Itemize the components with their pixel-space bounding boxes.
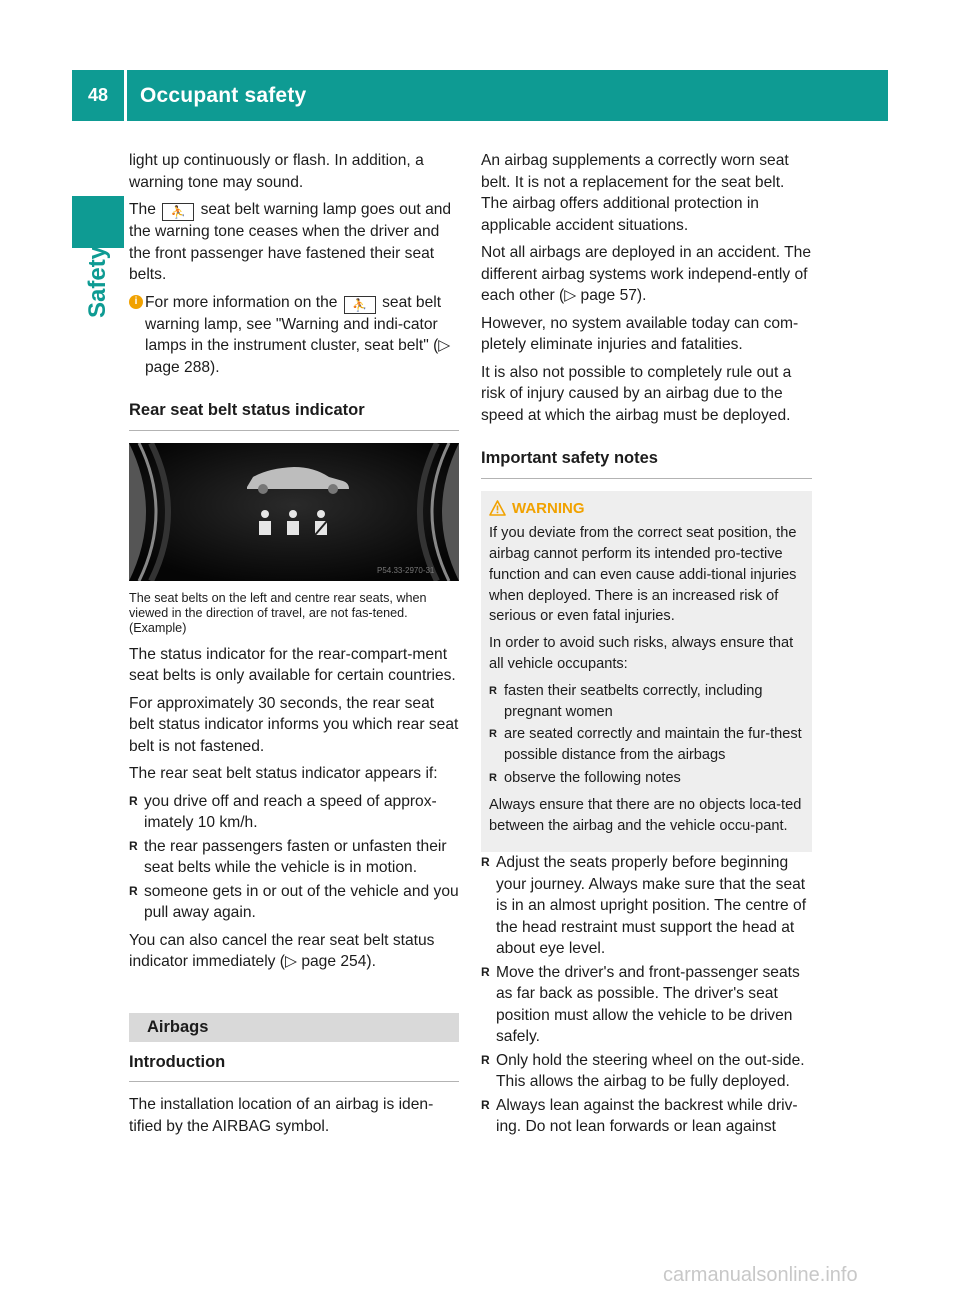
list-item: R someone gets in or out of the vehicle and you pull away again. [129,881,459,924]
list-item: R Always lean against the backrest while driv-ing. Do not lean forwards or lean against [481,1095,812,1138]
side-tab-label: Safety [84,245,111,318]
paragraph: However, no system available today can com-pletely eliminate injuries and fatalities. [481,314,799,353]
watermark: carmanualsonline.info [663,1264,858,1286]
paragraph: light up continuously or flash. In addition, a warning tone may sound. [129,152,424,191]
warning-text: Always ensure that there are no objects loca-ted between the airbag and the vehicle occu-pant. [489,796,802,834]
instrument-cluster-illustration [129,443,459,581]
warning-text: In order to avoid such risks, always ensure that all vehicle occupants: [489,635,794,673]
page-reference-link[interactable]: ▷ page 254 [285,953,367,970]
list-item: R Adjust the seats properly before beginning your journey. Always make sure that the seat is in an almost upright position. The centre of the head restraint must support the head at about eye level. [481,852,812,960]
seatbelt-warning-icon: ⛹ [344,296,376,314]
warning-bullet-list [489,681,803,789]
header-divider [124,70,127,121]
warning-text: If you deviate from the correct seat position, the airbag cannot perform its intended pro-tective function and can even cause addi-tional injuries when deployed. There is an increased risk of serious or even fatal injuries. [489,525,797,625]
section-heading-rear-seat-belt: Rear seat belt status indicator [129,400,459,431]
left-column [129,150,459,1143]
paragraph: Not all airbags are deployed in an accident. The different airbag systems work independ-ently of each other (▷ page 57). [481,244,811,304]
paragraph: You can also cancel the rear seat belt status indicator immediately (▷ page 254). [129,931,435,970]
paragraph: It is also not possible to completely rule out a risk of injury caused by an airbag due to the speed at which the airbag must be deployed. [481,363,792,424]
warning-triangle-icon [489,500,506,516]
chapter-heading-airbags: Airbags [129,1013,459,1042]
figure-caption: The seat belts on the left and centre rear seats, when viewed in the direction of travel, are not fas-tened. (Example) [129,590,427,635]
figure-code: P54.33-2970-31 [377,565,435,575]
list-item: R fasten their seatbelts correctly, including pregnant women [489,681,803,723]
paragraph: The rear seat belt status indicator appears if: [129,765,438,782]
page-reference-link[interactable]: ▷ page 288 [145,337,451,376]
section-heading-safety-notes: Important safety notes [481,448,812,479]
list-item: R Move the driver's and front-passenger seats as far back as possible. The driver's seat position must allow the vehicle to be driven safely. [481,962,812,1048]
warning-heading: WARNING [489,499,803,520]
bullet-list [481,852,812,1138]
info-note: i For more information on the ⛹ seat belt warning lamp, see "Warning and indi-cator lamps in the instrument cluster, seat belt" (▷ page 288). [129,292,459,379]
paragraph: The ⛹ seat belt warning lamp goes out and the warning tone ceases when the driver and the front passenger have fastened their seat belts. [129,201,452,283]
list-item: R you drive off and reach a speed of approx-imately 10 km/h. [129,791,459,834]
page-title: Occupant safety [140,83,307,107]
paragraph: The status indicator for the rear-compart-ment seat belts is only available for certain countries. [129,645,456,684]
list-item: R observe the following notes [489,768,803,789]
paragraph: An airbag supplements a correctly worn seat belt. It is not a replacement for the seat belt. The airbag offers additional protection in applicable accident situations. [481,152,789,234]
warning-box [481,491,812,853]
side-tab-marker [72,196,124,248]
list-item: R are seated correctly and maintain the fur-thest possible distance from the airbags [489,724,803,766]
paragraph: The installation location of an airbag is iden-tified by the AIRBAG symbol. [129,1096,434,1135]
page-reference-link[interactable]: ▷ page 57 [564,287,637,304]
right-column [481,150,812,1144]
section-heading-introduction: Introduction [129,1052,459,1083]
info-icon: i [129,295,143,309]
list-item: R Only hold the steering wheel on the out-side. This allows the airbag to be fully deployed. [481,1050,812,1093]
bullet-list [129,791,459,924]
list-item: R the rear passengers fasten or unfasten their seat belts while the vehicle is in motion. [129,836,459,879]
instrument-cluster-image [129,443,459,581]
page-number: 48 [87,85,109,105]
paragraph: For approximately 30 seconds, the rear seat belt status indicator informs you which rear seat belt is not fastened. [129,694,459,755]
seatbelt-warning-icon: ⛹ [162,203,194,221]
